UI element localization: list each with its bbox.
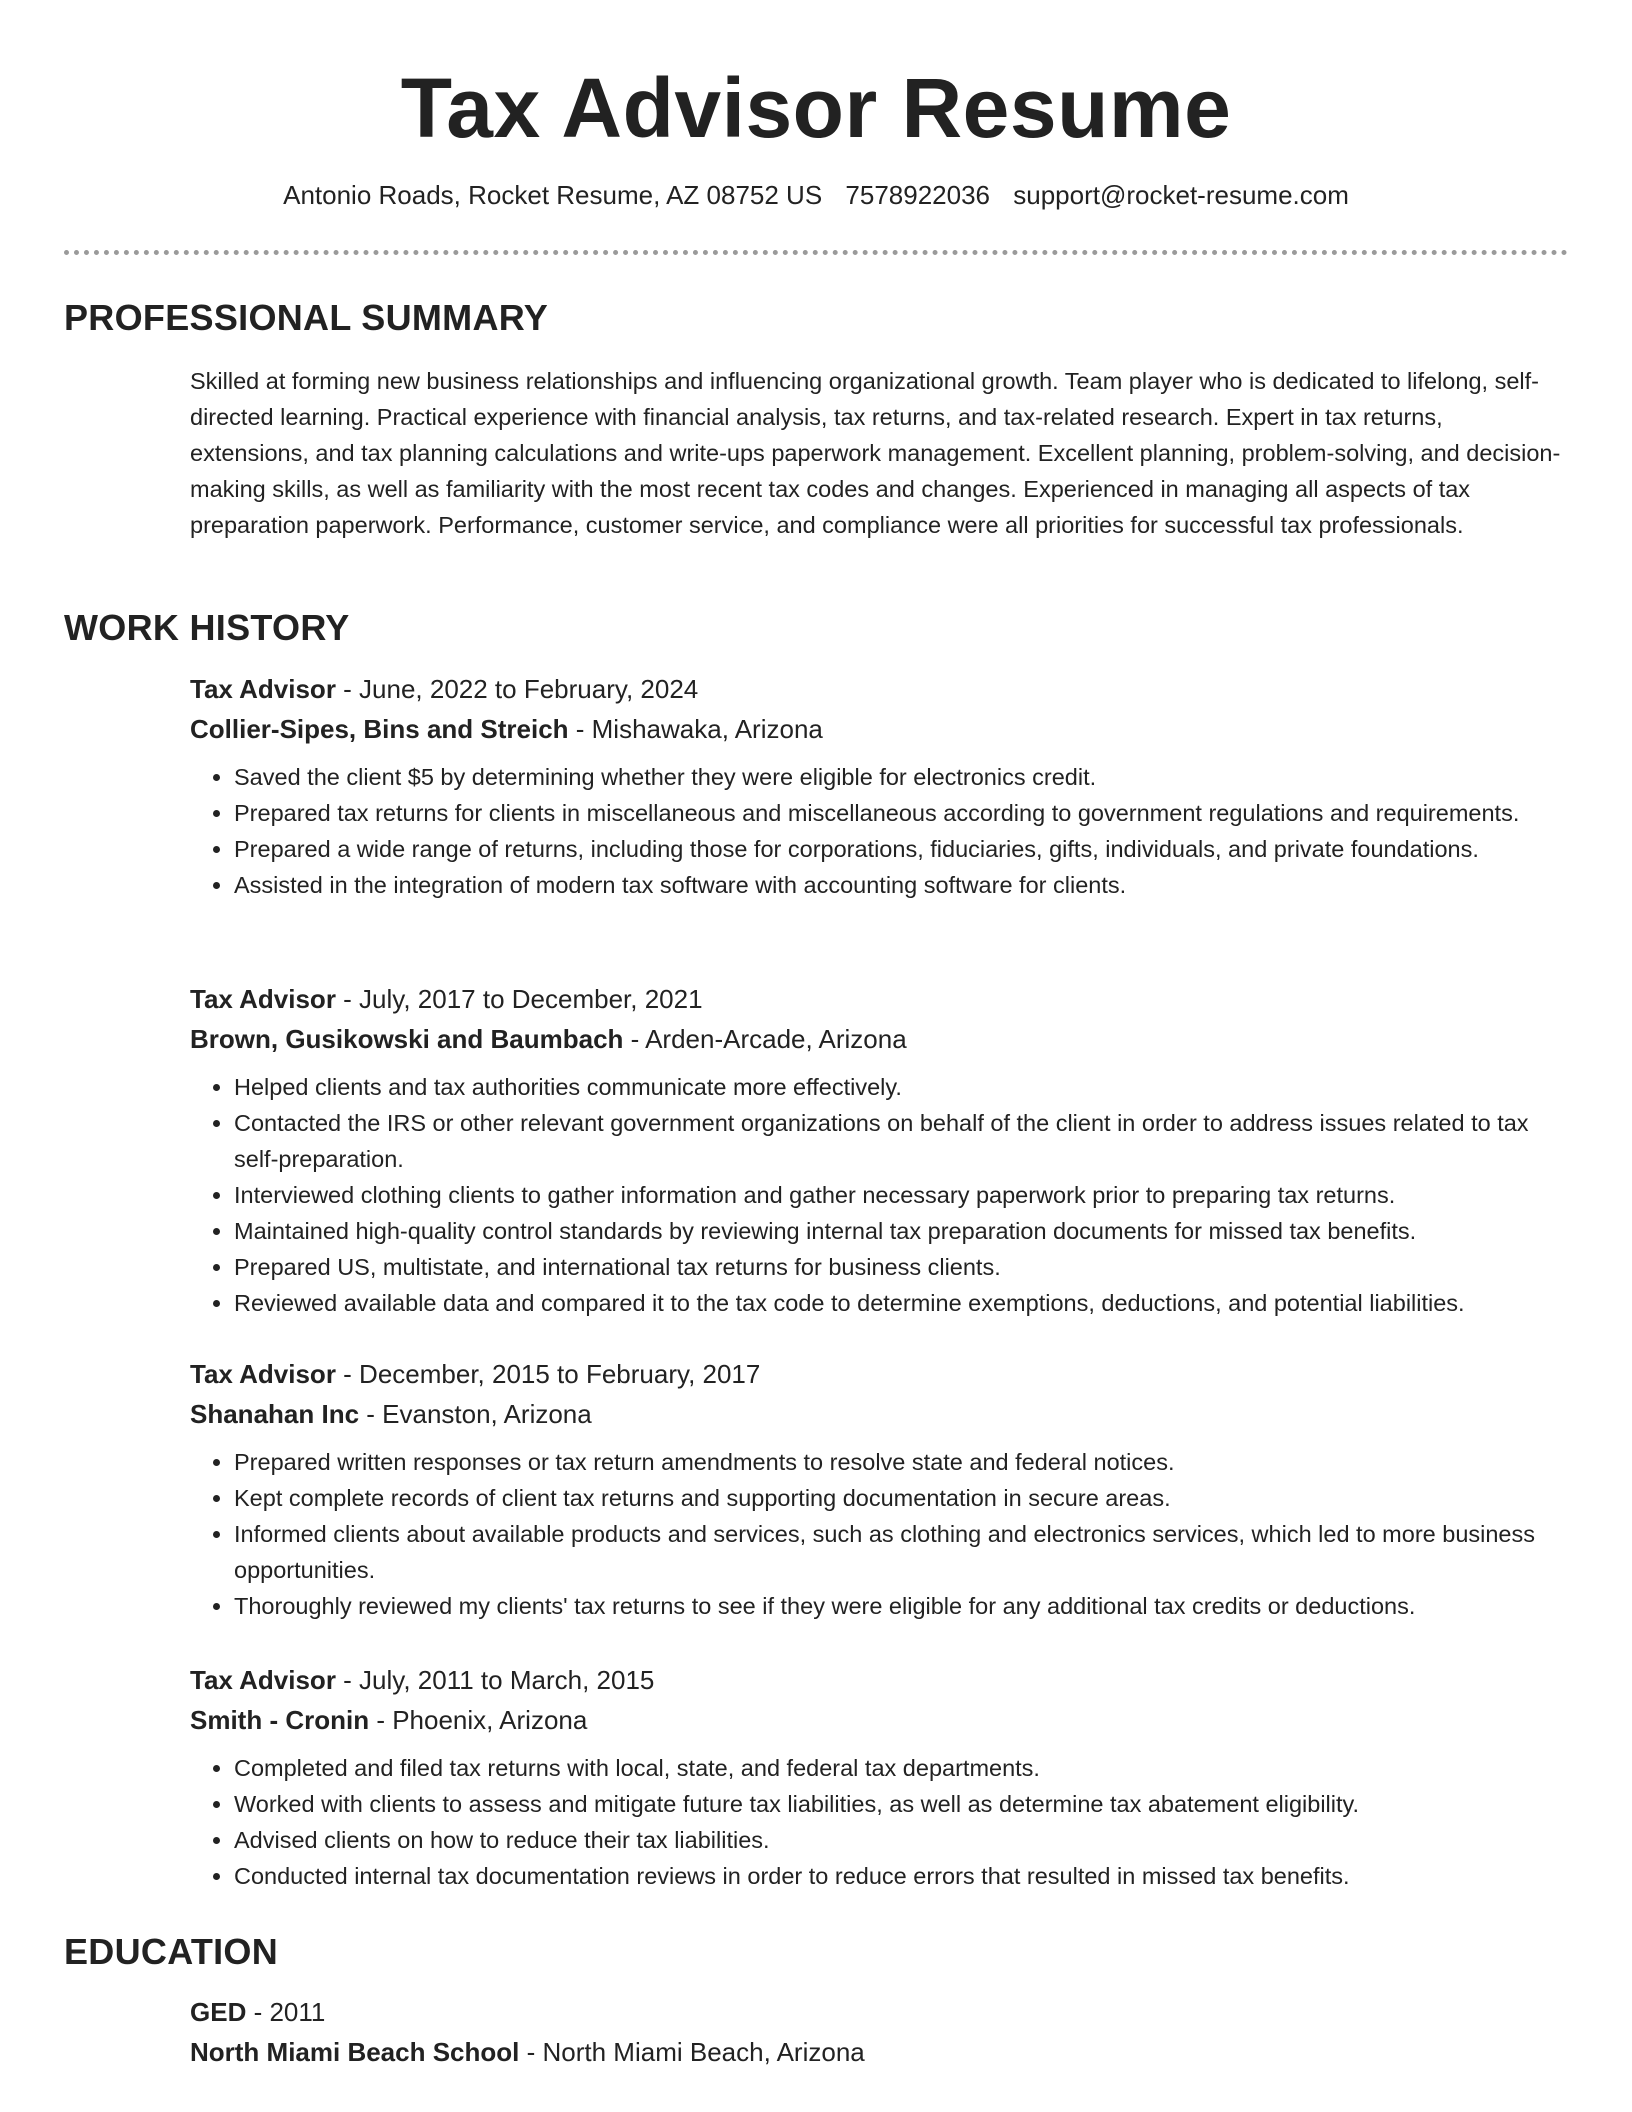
job-bullet: • Conducted internal tax documentation reviews in order to reduce errors that resulted in missed tax benefits. [234, 1858, 1568, 1894]
contact-address: Antonio Roads, Rocket Resume, AZ 08752 US [283, 180, 823, 210]
job-entry [190, 1660, 1568, 1894]
job-entry [190, 1354, 1568, 1624]
job-bullet: • Thoroughly reviewed my clients' tax returns to see if they were eligible for any additional tax credits or deductions. [234, 1588, 1568, 1624]
job-bullet: • Prepared tax returns for clients in miscellaneous and miscellaneous according to government regulations and requirements. [234, 795, 1568, 831]
job-bullet: • Saved the client $5 by determining whether they were eligible for electronics credit. [234, 759, 1568, 795]
job-company: Shanahan Inc [190, 1399, 360, 1429]
job-company-line [190, 1700, 1568, 1740]
job-bullet: • Informed clients about available products and services, such as clothing and electronics services, which led to more business opportunities. [234, 1516, 1568, 1588]
contact-phone: 7578922036 [845, 180, 991, 210]
work-history-heading: WORK HISTORY [64, 607, 350, 648]
job-dates: - July, 2011 to March, 2015 [335, 1665, 655, 1695]
job-bullet: • Worked with clients to assess and mitigate future tax liabilities, as well as determine tax abatement eligibility. [234, 1786, 1568, 1822]
header-divider [64, 250, 1568, 255]
job-location: - Evanston, Arizona [359, 1399, 592, 1429]
education-degree: GED [190, 1997, 247, 2027]
job-dates: - June, 2022 to February, 2024 [335, 674, 699, 704]
job-location: - Arden-Arcade, Arizona [623, 1024, 907, 1054]
contact-email: support@rocket-resume.com [1013, 180, 1349, 210]
education-location: - North Miami Beach, Arizona [519, 2037, 865, 2067]
job-bullet: • Interviewed clothing clients to gather information and gather necessary paperwork prior to preparing tax returns. [234, 1177, 1568, 1213]
job-company: Brown, Gusikowski and Baumbach [190, 1024, 624, 1054]
job-bullets [190, 1444, 1568, 1624]
job-company-line [190, 1394, 1568, 1434]
job-bullet: • Reviewed available data and compared it to the tax code to determine exemptions, deductions, and potential liabilities. [234, 1285, 1568, 1321]
education-entry [190, 1992, 1568, 2072]
job-bullet: • Kept complete records of client tax returns and supporting documentation in secure areas. [234, 1480, 1568, 1516]
contact-line [64, 180, 1568, 211]
education-school-line [190, 2032, 1568, 2072]
job-title-line [190, 1660, 1568, 1700]
job-bullet: • Maintained high-quality control standards by reviewing internal tax preparation documents for missed tax benefits. [234, 1213, 1568, 1249]
job-dates: - July, 2017 to December, 2021 [335, 984, 703, 1014]
job-company: Smith - Cronin [190, 1705, 370, 1735]
education-school: North Miami Beach School [190, 2037, 520, 2067]
job-title: Tax Advisor [190, 1665, 336, 1695]
resume-title: Tax Advisor Resume [400, 61, 1232, 155]
job-title-line [190, 979, 1568, 1019]
job-title: Tax Advisor [190, 984, 336, 1014]
job-bullet: • Prepared US, multistate, and international tax returns for business clients. [234, 1249, 1568, 1285]
job-bullet: • Helped clients and tax authorities communicate more effectively. [234, 1069, 1568, 1105]
job-title: Tax Advisor [190, 674, 336, 704]
resume-page [64, 0, 1568, 2067]
job-company-line [190, 1019, 1568, 1059]
job-location: - Mishawaka, Arizona [568, 714, 823, 744]
job-bullets [190, 1750, 1568, 1894]
job-bullet: • Prepared written responses or tax return amendments to resolve state and federal notices. [234, 1444, 1568, 1480]
job-title-line [190, 1354, 1568, 1394]
job-title-line [190, 669, 1568, 709]
summary-heading: PROFESSIONAL SUMMARY [64, 297, 549, 338]
job-company: Collier-Sipes, Bins and Streich [190, 714, 569, 744]
job-entry [190, 669, 1568, 903]
education-year: - 2011 [246, 1997, 326, 2027]
summary-text: Skilled at forming new business relationships and influencing organizational growth. Team player who is dedicated to lifelong, self-directed learning. Practical experience with financial analysis, tax returns, and tax-related research. Expert in tax returns, extensions, and tax planning calculations and write-ups paperwork management. Excellent planning, problem-solving, and decision-making skills, as well as familiarity with the most recent tax codes and changes. Experienced in managing all aspects of tax preparation paperwork. Performance, customer service, and compliance were all priorities for successful tax professionals. [190, 368, 1561, 538]
job-entry [190, 979, 1568, 1321]
education-degree-line [190, 1992, 1568, 2032]
job-bullet: • Contacted the IRS or other relevant government organizations on behalf of the client in order to address issues related to tax self-preparation. [234, 1105, 1568, 1177]
job-bullets [190, 759, 1568, 903]
education-heading: EDUCATION [64, 1931, 279, 1972]
job-title: Tax Advisor [190, 1359, 336, 1389]
job-bullets [190, 1069, 1568, 1321]
job-bullet: • Prepared a wide range of returns, including those for corporations, fiduciaries, gifts, individuals, and private foundations. [234, 831, 1568, 867]
job-bullet: • Completed and filed tax returns with local, state, and federal tax departments. [234, 1750, 1568, 1786]
job-bullet: • Assisted in the integration of modern tax software with accounting software for clients. [234, 867, 1568, 903]
job-dates: - December, 2015 to February, 2017 [335, 1359, 761, 1389]
job-company-line [190, 709, 1568, 749]
job-location: - Phoenix, Arizona [369, 1705, 588, 1735]
job-bullet: • Advised clients on how to reduce their tax liabilities. [234, 1822, 1568, 1858]
